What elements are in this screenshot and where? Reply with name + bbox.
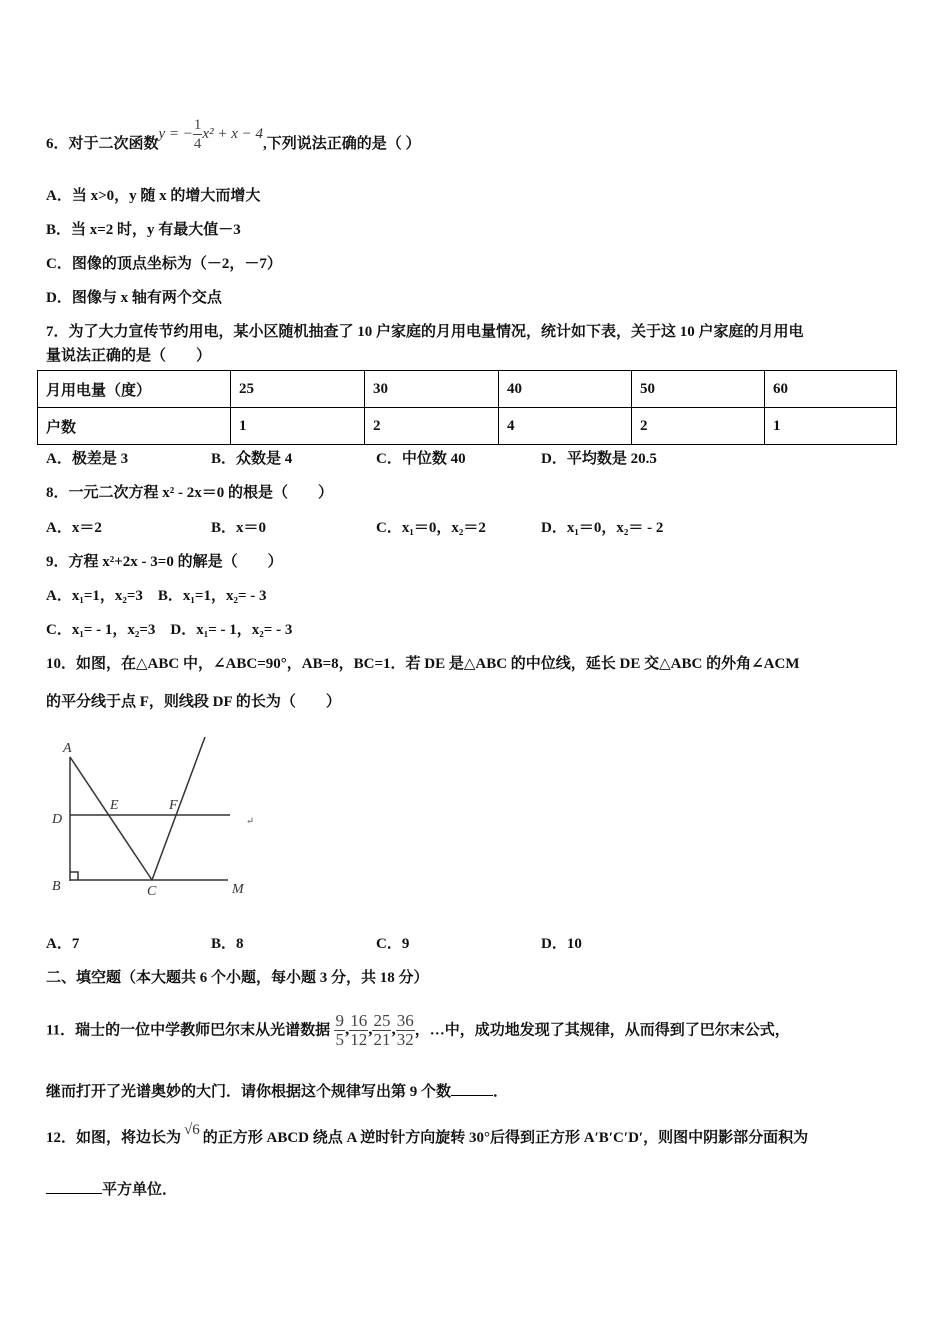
q11-stem-line2	[46, 1082, 508, 1102]
q7-option-b: B．众数是 4	[211, 451, 293, 467]
q10-stem-line2: 的平分线于点 F，则线段 DF 的长为（ ）	[46, 694, 341, 710]
q7-option-d: D．平均数是 20.5	[541, 451, 657, 467]
angle-bisector-cf	[152, 737, 205, 880]
label-d: D	[52, 812, 63, 827]
fraction	[372, 1012, 391, 1049]
fraction-den: 32	[396, 1030, 414, 1049]
q8-stem: 8．一元二次方程 x² - 2x＝0 的根是（ ）	[46, 485, 333, 501]
q8-option-d: D．x₁＝0，x₂＝ - 2	[541, 520, 664, 536]
table-cell: 2	[365, 408, 499, 445]
q9-options-line2: C．x₁= - 1，x₂=3 D．x₁= - 1，x₂= - 3	[46, 622, 293, 638]
q10-option-a: A．7	[46, 936, 80, 952]
q12-prefix: 12．如图，将边长为	[46, 1130, 182, 1146]
fraction-num: 36	[396, 1011, 414, 1030]
q10-option-b: B．8	[211, 936, 244, 952]
q10-stem-line1: 10．如图，在△ABC 中，∠ABC=90°，AB=8，BC=1．若 DE 是△ABC 的中位线，延长 DE 交△ABC 的外角∠ACM	[46, 656, 800, 672]
q7-stem-line1: 7．为了大力宣传节约用电，某小区随机抽查了 10 户家庭的月用电量情况，统计如下表，关于这 10 户家庭的月用电	[46, 324, 804, 340]
fraction-den: 5	[335, 1030, 344, 1049]
q7-option-c: C．中位数 40	[376, 451, 466, 467]
fraction-num: 16	[350, 1011, 368, 1030]
label-a: A	[63, 741, 72, 756]
q6-prefix: 6．对于二次函数	[46, 135, 159, 152]
fraction-den: 21	[373, 1030, 391, 1049]
fraction-den: 12	[350, 1030, 368, 1049]
q8-option-c: C．x₁＝0，x₂＝2	[376, 520, 486, 536]
table-cell: 月用电量（度）	[38, 371, 231, 408]
q12-stem-line2	[46, 1180, 177, 1200]
fraction	[349, 1012, 368, 1049]
table-cell: 60	[765, 371, 897, 408]
q6-option-b: B．当 x=2 时，y 有最大值－3	[46, 222, 241, 238]
q6-option-c: C．图像的顶点坐标为（－2，－7）	[46, 256, 282, 272]
fraction	[334, 1012, 345, 1049]
q12-suffix: 的正方形 ABCD 绕点 A 逆时针方向旋转 30°后得到正方形 A′B′C′D′，则图中阴影部分面积为	[202, 1130, 809, 1146]
answer-blank[interactable]	[451, 1095, 493, 1096]
q9-options-line1: A．x₁=1，x₂=3 B．x₁=1，x₂= - 3	[46, 588, 267, 604]
q11-prefix: 11．瑞士的一位中学教师巴尔末从光谱数据	[46, 1022, 331, 1039]
q11-line2-end: ．	[493, 1084, 509, 1100]
segment-ac	[70, 757, 152, 880]
q6-formula-rhs: x² + x − 4	[202, 125, 263, 142]
q9-stem: 9．方程 x²+2x - 3=0 的解是（ ）	[46, 554, 283, 570]
q10-option-c: C．9	[376, 936, 410, 952]
q7-stem-line2: 量说法正确的是（ ）	[46, 348, 212, 364]
table-cell: 25	[231, 371, 365, 408]
table-cell: 4	[499, 408, 632, 445]
label-c: C	[147, 884, 157, 899]
q6-formula-lhs: y = −	[158, 125, 193, 142]
label-m: M	[232, 882, 244, 897]
q11-suffix: ，…中，成功地发现了其规律，从而得到了巴尔末公式，	[414, 1022, 790, 1039]
label-e: E	[110, 798, 119, 813]
sqrt-six: √6	[184, 1122, 200, 1138]
q6-suffix: ,下列说法正确的是（ ）	[262, 135, 421, 152]
label-f: F	[169, 798, 178, 813]
q7-option-a: A．极差是 3	[46, 451, 129, 467]
q10-option-d: D．10	[541, 936, 582, 952]
q8-option-a: A．x＝2	[46, 520, 102, 536]
q10-options	[46, 934, 582, 954]
table-cell: 40	[499, 371, 632, 408]
q6-fraction-den: 4	[193, 136, 202, 152]
q6-fraction-num: 1	[193, 117, 202, 133]
q11-fractions: $\frac{9}{5}$ , $\frac{16}{12}$ , $\frac{25}{21}$ , $\frac{36}{32}$	[335, 1011, 414, 1049]
label-b: B	[52, 879, 61, 894]
q6-option-a: A．当 x>0，y 随 x 的增大而增大	[46, 188, 261, 204]
table-cell: 2	[632, 408, 765, 445]
fraction	[396, 1012, 415, 1049]
q6-option-d: D．图像与 x 轴有两个交点	[46, 290, 222, 306]
table-cell: 1	[765, 408, 897, 445]
table-cell: 30	[365, 371, 499, 408]
triangle-figure	[0, 0, 300, 910]
q11-line2-text: 继而打开了光谱奥妙的大门．请你根据这个规律写出第 9 个数	[46, 1084, 452, 1100]
q12-line2-text: 平方单位．	[102, 1182, 178, 1198]
answer-blank[interactable]	[46, 1193, 102, 1194]
table-cell: 1	[231, 408, 365, 445]
fraction-num: 25	[373, 1011, 391, 1030]
table-cell: 50	[632, 371, 765, 408]
right-angle-mark	[70, 872, 78, 880]
q12-stem-line1	[46, 1122, 809, 1148]
paragraph-mark-icon: ↵	[246, 816, 255, 827]
table-cell: 户数	[38, 408, 231, 445]
q8-option-b: B．x＝0	[211, 520, 267, 536]
section-2-title: 二、填空题（本大题共 6 个小题，每小题 3 分，共 18 分）	[46, 970, 429, 986]
q11-stem-line1	[46, 1012, 790, 1049]
fraction-num: 9	[335, 1011, 344, 1030]
